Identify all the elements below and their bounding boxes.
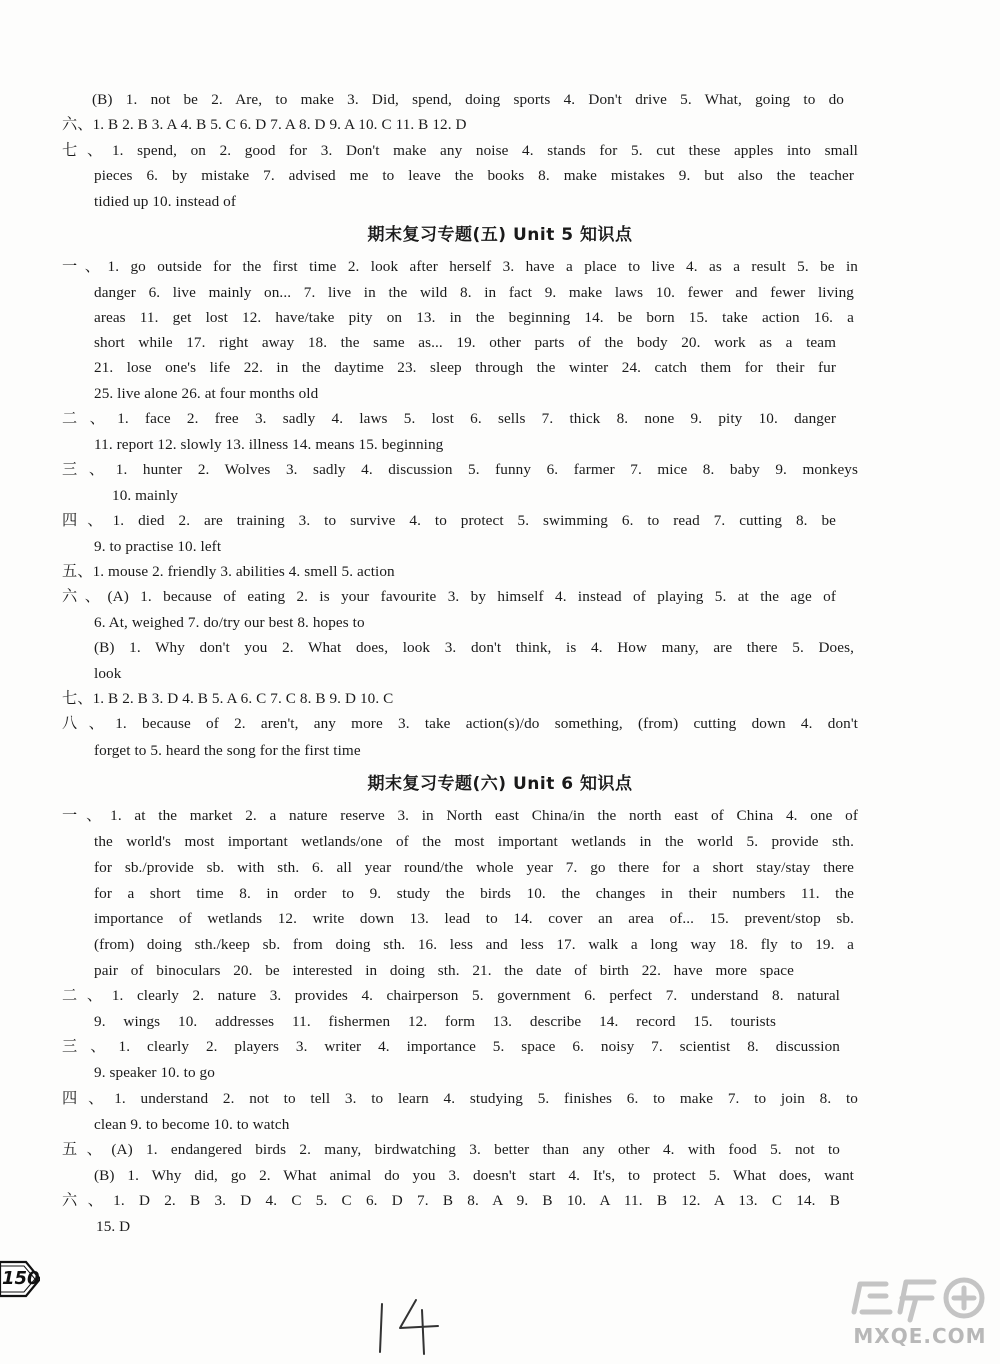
answer-line: 15. D — [96, 1218, 131, 1235]
answer-line: 八、1. because of 2. aren't, any more 3. take action(s)/do something, (from) cutting down 4. don't — [62, 715, 858, 732]
answer-line: danger 6. live mainly on... 7. live in the wild 8. in fact 9. make laws 10. fewer and fewer living — [94, 284, 854, 301]
answer-line: 四、1. understand 2. not to tell 3. to learn 4. studying 5. finishes 6. to make 7. to join 8. to — [62, 1090, 858, 1107]
answer-line: (from) doing sth./keep sb. from doing sth. 16. less and less 17. walk a long way 18. fly to 19. a — [94, 936, 854, 953]
watermark-logo-icon — [840, 1268, 1000, 1364]
handwritten-note — [372, 1296, 452, 1356]
answer-line: forget to 5. heard the song for the first time — [94, 742, 361, 759]
answer-line: for sb./provide sb. with sth. 6. all year round/the whole year 7. go there for a short stay/stay there — [94, 859, 854, 876]
answer-line: 二、1. face 2. free 3. sadly 4. laws 5. lost 6. sells 7. thick 8. none 9. pity 10. danger — [62, 410, 836, 427]
section-heading: 期末复习专题(六) Unit 6 知识点 — [367, 774, 633, 794]
answer-line: 六、1. B 2. B 3. A 4. B 5. C 6. D 7. A 8. D 9. A 10. C 11. B 12. D — [62, 116, 467, 133]
answer-line: 21. lose one's life 22. in the daytime 23. sleep through the winter 24. catch them for their fur — [94, 359, 836, 376]
answer-line: 9. wings 10. addresses 11. fishermen 12. form 13. describe 14. record 15. tourists — [94, 1013, 776, 1030]
answer-line: areas 11. get lost 12. have/take pity on 13. in the beginning 14. be born 15. take action 16. a — [94, 309, 854, 326]
answer-line: pair of binoculars 20. be interested in doing sth. 21. the date of birth 22. have more space — [94, 962, 794, 979]
answer-line: 三、1. hunter 2. Wolves 3. sadly 4. discussion 5. funny 6. farmer 7. mice 8. baby 9. monkeys — [62, 461, 858, 478]
answer-line: 6. At, weighed 7. do/try our best 8. hopes to — [94, 614, 365, 631]
answer-line: 三、1. clearly 2. players 3. writer 4. importance 5. space 6. noisy 7. scientist 8. discussion — [62, 1038, 840, 1055]
answer-line: (B) 1. not be 2. Are, to make 3. Did, spend, doing sports 4. Don't drive 5. What, going to do — [92, 91, 844, 108]
answer-line: look — [94, 665, 122, 682]
answer-line: pieces 6. by mistake 7. advised me to leave the books 8. make mistakes 9. but also the teacher — [94, 167, 854, 184]
answer-line: 四、1. died 2. are training 3. to survive 4. to protect 5. swimming 6. to read 7. cutting 8. be — [62, 512, 836, 529]
answer-line: tidied up 10. instead of — [94, 193, 237, 210]
answer-line: 25. live alone 26. at four months old — [94, 385, 319, 402]
answer-line: (B) 1. Why did, go 2. What animal do you 3. doesn't start 4. It's, to protect 5. What does, want — [94, 1167, 854, 1184]
answer-line: importance of wetlands 12. write down 13. lead to 14. cover an area of... 15. prevent/stop sb. — [94, 910, 854, 927]
section-heading: 期末复习专题(五) Unit 5 知识点 — [367, 225, 633, 245]
watermark-text: MXQE.COM — [853, 1324, 987, 1348]
answer-line: clean 9. to become 10. to watch — [94, 1116, 290, 1133]
answer-line: 一、1. go outside for the first time 2. look after herself 3. have a place to live 4. as a result 5. be in — [62, 258, 858, 275]
answer-line: 五、1. mouse 2. friendly 3. abilities 4. smell 5. action — [62, 563, 395, 580]
answer-line: 11. report 12. slowly 13. illness 14. means 15. beginning — [94, 436, 444, 453]
answer-line: short while 17. right away 18. the same as... 19. other parts of the body 20. work as a team — [94, 334, 836, 351]
answer-line: the world's most important wetlands/one of the most important wetlands in the world 5. provide sth. — [94, 833, 854, 850]
answer-line: 七、1. spend, on 2. good for 3. Don't make any noise 4. stands for 5. cut these apples into small — [62, 142, 858, 159]
answer-line: 五、(A) 1. endangered birds 2. many, birdwatching 3. better than any other 4. with food 5. not to — [62, 1141, 840, 1158]
answer-line: 七、1. B 2. B 3. D 4. B 5. A 6. C 7. C 8. B 9. D 10. C — [62, 690, 394, 707]
page-number: 150 — [2, 1268, 40, 1289]
answer-line: for a short time 8. in order to 9. study the birds 10. the changes in their numbers 11. the — [94, 885, 854, 902]
answer-line: 一、1. at the market 2. a nature reserve 3. in North east China/in the north east of China 4. one of — [62, 807, 858, 824]
answer-line: 六、1. D 2. B 3. D 4. C 5. C 6. D 7. B 8. A 9. B 10. A 11. B 12. A 13. C 14. B — [62, 1192, 840, 1209]
answer-line: 9. to practise 10. left — [94, 538, 222, 555]
answer-line: 10. mainly — [112, 487, 178, 504]
answer-line: 二、1. clearly 2. nature 3. provides 4. chairperson 5. government 6. perfect 7. understand 8. natural — [62, 987, 840, 1004]
answer-line: 9. speaker 10. to go — [94, 1064, 215, 1081]
answer-line: 六、(A) 1. because of eating 2. is your favourite 3. by himself 4. instead of playing 5. at the age of — [62, 588, 836, 605]
answer-line: (B) 1. Why don't you 2. What does, look 3. don't think, is 4. How many, are there 5. Does, — [94, 639, 854, 656]
